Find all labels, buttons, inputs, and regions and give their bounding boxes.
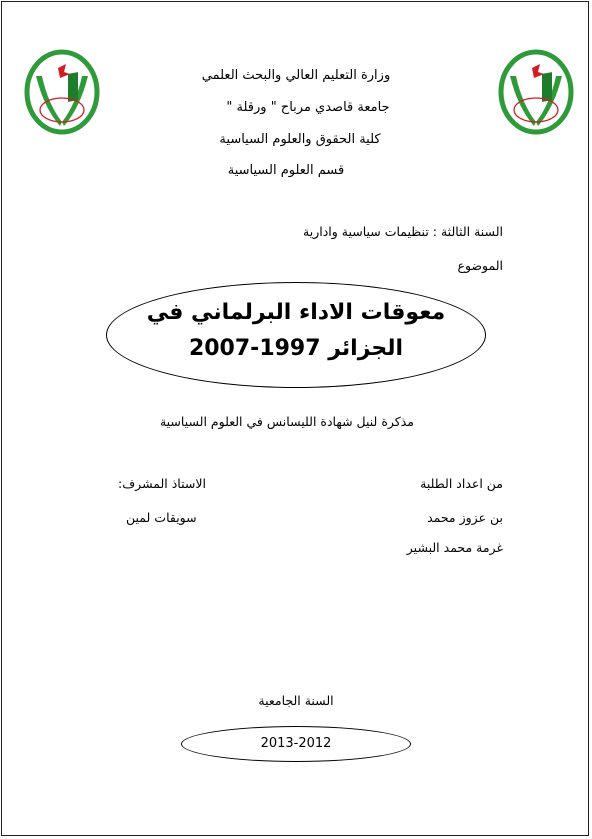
title-ellipse <box>106 282 486 388</box>
year-track: السنة الثالثة : تنظيمات سياسية وادارية <box>303 224 503 239</box>
university-logo-left <box>22 48 102 136</box>
student-name-2: غرمة محمد البشير <box>406 540 503 555</box>
department-name: قسم العلوم السياسية <box>227 163 345 178</box>
thesis-note: مذكرة لنيل شهادة الليسانس في العلوم السياسية <box>159 414 414 429</box>
faculty-name: كلية الحقوق والعلوم السياسية <box>219 132 381 147</box>
thesis-title-line2: الجزائر 1997-2007 <box>188 336 404 361</box>
academic-year-label: السنة الجامعية <box>258 693 334 708</box>
university-name: جامعة قاصدي مرباح " ورقلة " <box>226 100 390 115</box>
supervisor-label: الاستاذ المشرف: <box>118 476 206 491</box>
academic-year-value: 2013-2012 <box>260 736 332 751</box>
students-label: من اعداد الطلبة <box>420 476 503 491</box>
supervisor-name: سويقات لمين <box>126 510 197 525</box>
subject-label: الموضوع <box>457 258 503 273</box>
ministry-name: وزارة التعليم العالي والبحث العلمي <box>201 68 391 83</box>
university-logo-right <box>496 48 576 136</box>
thesis-title-line1: معوقات الاداء البرلماني في <box>146 300 446 325</box>
student-name-1: بن عزوز محمد <box>427 510 503 525</box>
